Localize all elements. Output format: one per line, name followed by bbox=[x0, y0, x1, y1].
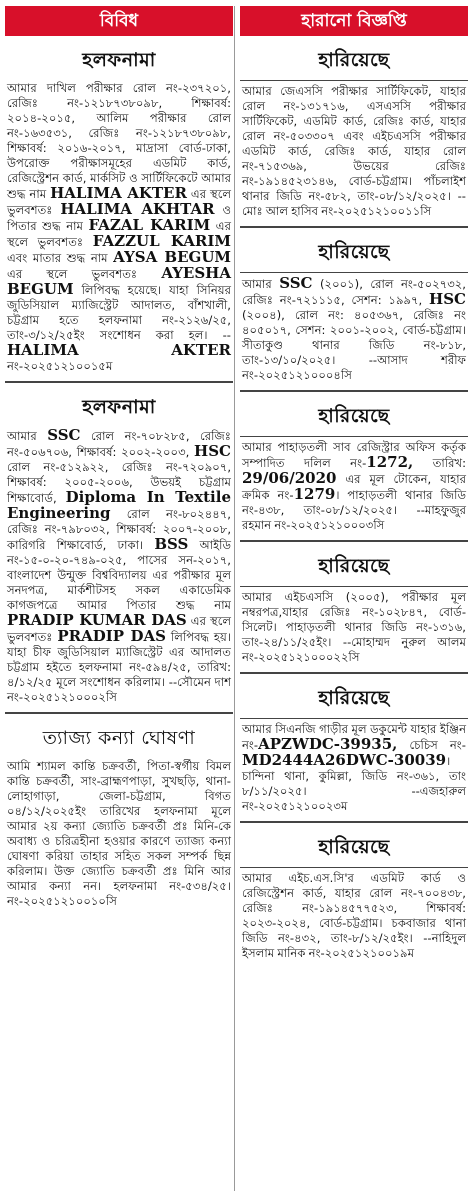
body-text: আমার জেএসসি পরীক্ষার সার্টিফিকেট, যাহার রোল নং-১৩১৭১৬, এসএসসি পরীক্ষার সার্টিফিকেট, এডমিট কার্ড, রেজিঃ কার্ড, যাহার রোল নং-৫০৩৩০৭ এবং এইচএসসি পরীক্ষার এডমিট কার্ড, রেজিঃ কার্ড, যাহার রোল নং-৭১৫৩৬৯, উভয়ের রেজিঃ নং-১৯১৪৫২৩১৪৬, বোর্ড-চট্টগ্রাম। পাঁচলাইশ থানার জিডি নং-৫৮২, তাং-০৮/১২/২০২৫। --মোঃ আল হাসিব নং-২০২৫১২১০০১১সি bbox=[242, 84, 466, 218]
left-ads-list bbox=[5, 36, 233, 913]
notice-item bbox=[240, 228, 468, 387]
notice-title: হারিয়েছে bbox=[240, 238, 468, 273]
notice-item bbox=[240, 674, 468, 818]
body-text: এর স্থলে ভুলবশতঃ bbox=[7, 267, 162, 281]
bold-text: HALIMA AKHTAR bbox=[60, 200, 215, 218]
notice-item bbox=[5, 383, 233, 709]
body-text: আমার এইচ.এস.সি'র এডমিট কার্ড ও রেজিস্ট্রেশন কার্ড, যাহার রোল নং-৭০০৪৩৮, রেজিঃ নং-১৯১৪৫৭৭৫২৩, শিক্ষাবর্ষ: ২০২৩-২০২৪, বোর্ড-চট্টগ্রাম। চকবাজার থানা জিডি নং-৪৩২, তাং-৮/১২/২৫ইং। --নাহিদুল ইসলাম মানিক নং-২০২৫১২১০০১৯ম bbox=[242, 871, 466, 960]
notice-body bbox=[242, 84, 466, 219]
bold-text: HALIMA AKTER bbox=[7, 341, 231, 359]
notice-title: হারিয়েছে bbox=[240, 833, 468, 868]
notice-body bbox=[7, 428, 231, 705]
body-text: (২০০৪), রোল নং: ৪০৫৩৬৭, রেজিঃ নং ৪০৫০১৭, সেশন: ২০০১-২০০২, বোর্ড-চট্টগ্রাম। সীতাকুণ্ড থানার জিডি নং-৮১৮, তাং-১৩/১০/২০২৫। --আসাদ শরীফ নং-২০২৫১২১০০০৪সি bbox=[242, 308, 466, 382]
notice-title: ত্যাজ্য কন্যা ঘোষণা bbox=[42, 727, 196, 749]
body-text: আমার সিএনজি গাড়ীর মূল ডকুমেন্ট যাহার ইঞ্জিন নং- bbox=[242, 722, 466, 752]
body-text: আমার দাখিল পরীক্ষার রোল নং-২৩৭২০১, রেজিঃ নং-১২১৮৭৩৮০৯৮, শিক্ষাবর্ষ: ২০১৪-২০১৫, আলিম পরীক্ষার রোল নং-১৬৩৫৩১, রেজিঃ নং-১২১৮৭৩৮০৯৮, শিক্ষাবর্ষ: ২০১৬-২০১৭, মাদ্রাসা বোর্ড-ঢাকা, উপরোক্ত পরীক্ষাসমূহের এডমিট কার্ড, রেজিস্ট্রেশন কার্ড, মার্কসিট ও সার্টিফিকেটে আমার শুদ্ধ নাম bbox=[7, 81, 231, 201]
bold-text: FAZAL KARIM bbox=[88, 216, 211, 234]
bold-text: AYSA BEGUM bbox=[113, 248, 231, 266]
bold-text: 1272, bbox=[366, 453, 414, 471]
notice-title: হারিয়েছে bbox=[240, 552, 468, 587]
notice-title: হারিয়েছে bbox=[240, 46, 468, 81]
notice-item bbox=[240, 823, 468, 965]
notice-body bbox=[242, 722, 466, 814]
body-text: লিপিবদ্ধ হয়। যাহা চীফ জুডিসিয়াল ম্যাজিস্ট্রেট এর আদালত চট্টগ্রাম হইতে হলফনামা নং-৫৯৪/২৫, তারিখ: ৪/১২/২৫ মূলে সংশোধন করিলাম। --সৌমেন দাশ নং-২০২৫১২১০০০২সি bbox=[7, 630, 232, 704]
body-text: তারিখ: bbox=[413, 456, 466, 470]
notice-title: হারিয়েছে bbox=[240, 684, 468, 719]
body-text: রোল নং-৫১২৯২২, রেজিঃ নং-৭২০৯০৭, শিক্ষাবর্ষ: ২০০৫-২০০৬, উভয়ই চট্টগ্রাম শিক্ষাবোর্ড, bbox=[7, 460, 231, 505]
bold-text: 1279 bbox=[293, 485, 336, 503]
notice-body bbox=[242, 590, 466, 665]
body-text: লিপিবদ্ধ হয়েছে। যাহা সিনিয়র জুডিসিয়াল ম্যাজিস্ট্রেট আদালত, বাঁশখালী, চট্টগ্রাম হতে হলফনামা নং-২১২৬/২৫, তাং-৩/১২/২৫ইং সংশোধন করা হল। -- bbox=[7, 283, 231, 342]
notice-item bbox=[240, 36, 468, 223]
right-section-header: হারানো বিজ্ঞপ্তি bbox=[240, 6, 468, 36]
notice-title: হারিয়েছে bbox=[240, 402, 468, 437]
body-text: । পাহাড়তলী থানার জিডি নং-৪৩৮, তাং-০৮/১২/২০২৫। --মাহফুজুর রহমান নং-২০২৫১২১০০০৩সি bbox=[242, 488, 466, 532]
notice-body bbox=[7, 81, 231, 374]
bold-text: APZWDC-39935, bbox=[258, 735, 398, 753]
body-text: (২০০১), রোল নং-৫০২৭৩২, রেজিঃ নং-৭২১১১৫, সেশন: ১৯৯৭, bbox=[242, 277, 466, 307]
notice-item bbox=[5, 36, 233, 378]
body-text: এর স্থলে ভুলবশতঃ bbox=[7, 187, 231, 217]
body-text: রোল নং-৭০৮২৮৫, রেজিঃ নং-৫০৬৭০৬, শিক্ষাবর্ষ: ২০০২-২০০৩, bbox=[7, 429, 231, 459]
notice-body bbox=[7, 759, 231, 909]
bold-text: HALIMA AKTER bbox=[50, 184, 187, 202]
column-divider bbox=[234, 6, 235, 1191]
bold-text: PRADIP KUMAR DAS bbox=[7, 611, 187, 629]
notice-item bbox=[240, 392, 468, 537]
body-text: এবং মাতার শুদ্ধ নাম bbox=[7, 251, 114, 265]
body-text: চেচিস নং- bbox=[397, 738, 466, 752]
left-column bbox=[5, 6, 233, 913]
bold-text: BSS bbox=[154, 535, 189, 553]
notice-item bbox=[240, 542, 468, 669]
bold-text: HSC bbox=[194, 442, 231, 460]
bold-text: SSC bbox=[279, 274, 313, 292]
body-text: আমি শ্যামল কান্তি চক্রবর্তী, পিতা-স্বর্গীয় বিমল কান্তি চক্রবর্তী, সাং-ব্রাহ্মণপাড়া, সুখছড়ি, থানা-লোহাগাড়া, জেলা-চট্টগ্রাম, বিগত ০৪/১২/২০২৫ইং তারিখের হলফনামা মূলে আমার ২য় কন্যা জ্যোতি চক্রবর্তী প্রঃ মিনি-কে অবাধ্য ও চরিত্রহীনা হওয়ার কারণে ত্যাজ্য কন্যা ঘোষণা করিয়া তাহার সহিত সকল সম্পর্ক ছিন্ন করিলাম। উক্ত জ্যোতি চক্রবর্তী প্রঃ মিনি আর আমার কন্যা নন। হলফনামা নং-৫৩৪/২৫। নং-২০২৫১২১০০১০সি bbox=[7, 759, 231, 908]
right-column bbox=[240, 6, 468, 965]
body-text: আইডি নং-১৫-০-২০-৭৪৯-০২৫, পাসের সন-২০১৭, বাংলাদেশ উন্মুক্ত বিশ্ববিদ্যালয় এর পরীক্ষার মূল সনদপত্র, মার্কশীটসহ সকল একাডেমিক কাগজপত্রে আমার পিতার শুদ্ধ নাম bbox=[7, 538, 231, 612]
notice-item bbox=[5, 714, 233, 913]
body-text: এর মূল টোকেন, যাহার ক্রমিক নং- bbox=[242, 472, 466, 502]
body-text: আমার bbox=[7, 429, 48, 443]
notice-title: হলফনামা bbox=[82, 396, 156, 418]
bold-text: AYESHA BEGUM bbox=[7, 264, 231, 298]
right-ads-list bbox=[240, 36, 468, 965]
notice-title: হলফনামা bbox=[82, 49, 156, 71]
body-text: ও পিতার শুদ্ধ নাম bbox=[7, 203, 232, 233]
notice-body bbox=[242, 276, 466, 383]
bold-text: HSC bbox=[429, 290, 466, 308]
notice-body bbox=[242, 440, 466, 533]
bold-text: PRADIP DAS bbox=[57, 627, 167, 645]
bold-text: MD2444A26DWC-30039 bbox=[242, 751, 447, 769]
body-text: এর স্থলে ভুলবশতঃ bbox=[7, 614, 231, 644]
body-text: আমার পাহাড়তলী সাব রেজিস্ট্রার অফিস কর্তৃক সম্পাদিত দলিল নং- bbox=[242, 440, 466, 470]
body-text: আমার এইচএসসি (২০০৫), পরীক্ষার মূল নম্বরপত্র,যাহার রেজিঃ নং-১০২৮৪৭, বোর্ড-সিলেট। পাহাড়তলী থানার জিডি নং-১৩১৬, তাং-২৪/১১/২৫ইং। --মোহাম্মদ নুরুল আলম নং-২০২৫১২১০০০২২সি bbox=[242, 590, 466, 664]
body-text: রোল নং-৮০২৪৪৭, রেজিঃ নং-৭৯৮০৩২, শিক্ষাবর্ষ: ২০০৭-২০০৮, কারিগরি শিক্ষাবোর্ড, ঢাকা। bbox=[7, 507, 231, 552]
body-text: নং-২০২৫১২১০০১৫ম bbox=[7, 359, 113, 373]
bold-text: FAZZUL KARIM bbox=[92, 232, 232, 250]
left-section-header: বিবিধ bbox=[5, 6, 233, 36]
bold-text: SSC bbox=[47, 426, 81, 444]
bold-text: 29/06/2020 bbox=[242, 469, 337, 487]
body-text: । চান্দিনা থানা, কুমিল্লা, জিডি নং-৩৬১, তাং ৮/১১/২০২৫। --এজহারুল নং-২০২৫১২১০০২৩ম bbox=[242, 754, 466, 813]
bold-text: Diploma In Textile Engineering bbox=[7, 488, 231, 522]
body-text: আমার bbox=[242, 277, 280, 291]
notice-body bbox=[242, 871, 466, 961]
body-text: এর স্থলে ভুলবশতঃ bbox=[7, 219, 231, 249]
